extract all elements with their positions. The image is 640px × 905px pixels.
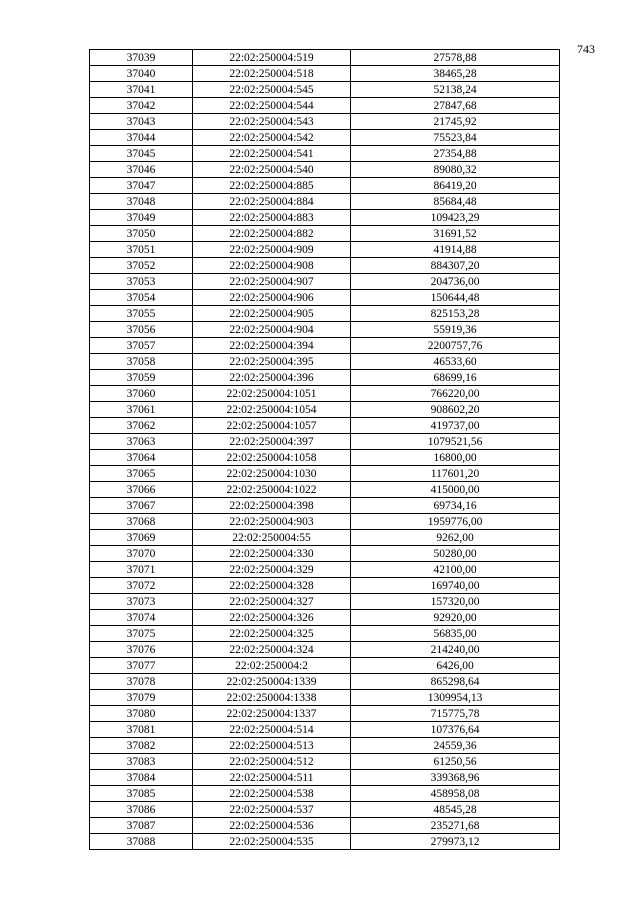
table-row (90, 722, 560, 738)
cadastral-table (89, 49, 560, 850)
value-cell: 48545,28 (351, 802, 560, 818)
row-number-cell: 37052 (90, 258, 193, 274)
cadastral-number-cell: 22:02:250004:1337 (193, 706, 351, 722)
table-row (90, 674, 560, 690)
value-cell: 169740,00 (351, 578, 560, 594)
table-row (90, 322, 560, 338)
row-number-cell: 37042 (90, 98, 193, 114)
cadastral-number-cell: 22:02:250004:512 (193, 754, 351, 770)
row-number-cell: 37062 (90, 418, 193, 434)
cadastral-number-cell: 22:02:250004:1022 (193, 482, 351, 498)
cadastral-number-cell: 22:02:250004:882 (193, 226, 351, 242)
cadastral-number-cell: 22:02:250004:2 (193, 658, 351, 674)
cadastral-number-cell: 22:02:250004:1058 (193, 450, 351, 466)
value-cell: 86419,20 (351, 178, 560, 194)
table-row (90, 386, 560, 402)
row-number-cell: 37057 (90, 338, 193, 354)
value-cell: 150644,48 (351, 290, 560, 306)
table-row (90, 594, 560, 610)
row-number-cell: 37039 (90, 50, 193, 66)
value-cell: 56835,00 (351, 626, 560, 642)
row-number-cell: 37043 (90, 114, 193, 130)
table-row (90, 130, 560, 146)
value-cell: 24559,36 (351, 738, 560, 754)
row-number-cell: 37081 (90, 722, 193, 738)
value-cell: 235271,68 (351, 818, 560, 834)
cadastral-number-cell: 22:02:250004:907 (193, 274, 351, 290)
cadastral-number-cell: 22:02:250004:1339 (193, 674, 351, 690)
row-number-cell: 37050 (90, 226, 193, 242)
cadastral-number-cell: 22:02:250004:885 (193, 178, 351, 194)
cadastral-number-cell: 22:02:250004:1057 (193, 418, 351, 434)
table-row (90, 50, 560, 66)
table-row (90, 642, 560, 658)
table-row (90, 770, 560, 786)
cadastral-number-cell: 22:02:250004:545 (193, 82, 351, 98)
cadastral-number-cell: 22:02:250004:543 (193, 114, 351, 130)
value-cell: 38465,28 (351, 66, 560, 82)
cadastral-number-cell: 22:02:250004:1051 (193, 386, 351, 402)
row-number-cell: 37071 (90, 562, 193, 578)
table-row (90, 242, 560, 258)
table-row (90, 818, 560, 834)
table-row (90, 434, 560, 450)
value-cell: 42100,00 (351, 562, 560, 578)
row-number-cell: 37063 (90, 434, 193, 450)
row-number-cell: 37055 (90, 306, 193, 322)
value-cell: 157320,00 (351, 594, 560, 610)
value-cell: 27354,88 (351, 146, 560, 162)
value-cell: 21745,92 (351, 114, 560, 130)
cadastral-number-cell: 22:02:250004:540 (193, 162, 351, 178)
table-row (90, 226, 560, 242)
cadastral-number-cell: 22:02:250004:904 (193, 322, 351, 338)
value-cell: 52138,24 (351, 82, 560, 98)
row-number-cell: 37048 (90, 194, 193, 210)
cadastral-number-cell: 22:02:250004:1030 (193, 466, 351, 482)
table-row (90, 546, 560, 562)
cadastral-number-cell: 22:02:250004:328 (193, 578, 351, 594)
row-number-cell: 37049 (90, 210, 193, 226)
cadastral-number-cell: 22:02:250004:536 (193, 818, 351, 834)
cadastral-number-cell: 22:02:250004:537 (193, 802, 351, 818)
row-number-cell: 37046 (90, 162, 193, 178)
cadastral-number-cell: 22:02:250004:394 (193, 338, 351, 354)
value-cell: 69734,16 (351, 498, 560, 514)
row-number-cell: 37073 (90, 594, 193, 610)
row-number-cell: 37065 (90, 466, 193, 482)
value-cell: 6426,00 (351, 658, 560, 674)
value-cell: 41914,88 (351, 242, 560, 258)
value-cell: 92920,00 (351, 610, 560, 626)
table-row (90, 146, 560, 162)
cadastral-number-cell: 22:02:250004:511 (193, 770, 351, 786)
table-row (90, 66, 560, 82)
row-number-cell: 37087 (90, 818, 193, 834)
row-number-cell: 37078 (90, 674, 193, 690)
table-row (90, 338, 560, 354)
table-row (90, 210, 560, 226)
cadastral-number-cell: 22:02:250004:909 (193, 242, 351, 258)
table-row (90, 354, 560, 370)
table-row (90, 306, 560, 322)
cadastral-number-cell: 22:02:250004:903 (193, 514, 351, 530)
value-cell: 27578,88 (351, 50, 560, 66)
table-row (90, 738, 560, 754)
cadastral-number-cell: 22:02:250004:883 (193, 210, 351, 226)
cadastral-number-cell: 22:02:250004:908 (193, 258, 351, 274)
row-number-cell: 37059 (90, 370, 193, 386)
cadastral-number-cell: 22:02:250004:1338 (193, 690, 351, 706)
table-row (90, 834, 560, 850)
value-cell: 55919,36 (351, 322, 560, 338)
cadastral-number-cell: 22:02:250004:325 (193, 626, 351, 642)
value-cell: 204736,00 (351, 274, 560, 290)
row-number-cell: 37041 (90, 82, 193, 98)
value-cell: 109423,29 (351, 210, 560, 226)
table-row (90, 178, 560, 194)
row-number-cell: 37053 (90, 274, 193, 290)
cadastral-number-cell: 22:02:250004:519 (193, 50, 351, 66)
value-cell: 68699,16 (351, 370, 560, 386)
table-row (90, 786, 560, 802)
value-cell: 117601,20 (351, 466, 560, 482)
cadastral-number-cell: 22:02:250004:324 (193, 642, 351, 658)
value-cell: 31691,52 (351, 226, 560, 242)
cadastral-number-cell: 22:02:250004:542 (193, 130, 351, 146)
table-row (90, 498, 560, 514)
row-number-cell: 37077 (90, 658, 193, 674)
value-cell: 865298,64 (351, 674, 560, 690)
row-number-cell: 37047 (90, 178, 193, 194)
row-number-cell: 37064 (90, 450, 193, 466)
row-number-cell: 37083 (90, 754, 193, 770)
table-row (90, 194, 560, 210)
table-row (90, 114, 560, 130)
row-number-cell: 37044 (90, 130, 193, 146)
cadastral-number-cell: 22:02:250004:327 (193, 594, 351, 610)
row-number-cell: 37080 (90, 706, 193, 722)
table-row (90, 530, 560, 546)
row-number-cell: 37082 (90, 738, 193, 754)
cadastral-number-cell: 22:02:250004:884 (193, 194, 351, 210)
table-row (90, 98, 560, 114)
table-row (90, 258, 560, 274)
cadastral-number-cell: 22:02:250004:535 (193, 834, 351, 850)
cadastral-number-cell: 22:02:250004:544 (193, 98, 351, 114)
row-number-cell: 37075 (90, 626, 193, 642)
cadastral-number-cell: 22:02:250004:518 (193, 66, 351, 82)
value-cell: 50280,00 (351, 546, 560, 562)
row-number-cell: 37051 (90, 242, 193, 258)
value-cell: 89080,32 (351, 162, 560, 178)
value-cell: 715775,78 (351, 706, 560, 722)
value-cell: 279973,12 (351, 834, 560, 850)
row-number-cell: 37056 (90, 322, 193, 338)
value-cell: 1309954,13 (351, 690, 560, 706)
value-cell: 766220,00 (351, 386, 560, 402)
table-row (90, 658, 560, 674)
table-row (90, 578, 560, 594)
table-row (90, 370, 560, 386)
row-number-cell: 37045 (90, 146, 193, 162)
row-number-cell: 37085 (90, 786, 193, 802)
row-number-cell: 37068 (90, 514, 193, 530)
cadastral-number-cell: 22:02:250004:538 (193, 786, 351, 802)
value-cell: 75523,84 (351, 130, 560, 146)
table-row (90, 754, 560, 770)
row-number-cell: 37067 (90, 498, 193, 514)
row-number-cell: 37060 (90, 386, 193, 402)
table-row (90, 162, 560, 178)
value-cell: 1959776,00 (351, 514, 560, 530)
cadastral-number-cell: 22:02:250004:905 (193, 306, 351, 322)
cadastral-number-cell: 22:02:250004:513 (193, 738, 351, 754)
table-row (90, 290, 560, 306)
value-cell: 214240,00 (351, 642, 560, 658)
table-row (90, 274, 560, 290)
value-cell: 908602,20 (351, 402, 560, 418)
value-cell: 16800,00 (351, 450, 560, 466)
value-cell: 61250,56 (351, 754, 560, 770)
value-cell: 107376,64 (351, 722, 560, 738)
table-row (90, 418, 560, 434)
row-number-cell: 37069 (90, 530, 193, 546)
value-cell: 46533,60 (351, 354, 560, 370)
row-number-cell: 37076 (90, 642, 193, 658)
cadastral-number-cell: 22:02:250004:541 (193, 146, 351, 162)
table-row (90, 626, 560, 642)
value-cell: 419737,00 (351, 418, 560, 434)
value-cell: 339368,96 (351, 770, 560, 786)
table-row (90, 482, 560, 498)
cadastral-number-cell: 22:02:250004:326 (193, 610, 351, 626)
value-cell: 458958,08 (351, 786, 560, 802)
row-number-cell: 37072 (90, 578, 193, 594)
value-cell: 9262,00 (351, 530, 560, 546)
table-row (90, 706, 560, 722)
table-row (90, 802, 560, 818)
row-number-cell: 37079 (90, 690, 193, 706)
table-row (90, 402, 560, 418)
cadastral-number-cell: 22:02:250004:330 (193, 546, 351, 562)
value-cell: 415000,00 (351, 482, 560, 498)
row-number-cell: 37066 (90, 482, 193, 498)
row-number-cell: 37074 (90, 610, 193, 626)
page-number: 743 (577, 42, 595, 56)
cadastral-number-cell: 22:02:250004:397 (193, 434, 351, 450)
cadastral-number-cell: 22:02:250004:514 (193, 722, 351, 738)
value-cell: 884307,20 (351, 258, 560, 274)
row-number-cell: 37061 (90, 402, 193, 418)
table-row (90, 690, 560, 706)
table-row (90, 450, 560, 466)
row-number-cell: 37070 (90, 546, 193, 562)
table-row (90, 82, 560, 98)
row-number-cell: 37040 (90, 66, 193, 82)
table-row (90, 610, 560, 626)
cadastral-number-cell: 22:02:250004:1054 (193, 402, 351, 418)
cadastral-number-cell: 22:02:250004:396 (193, 370, 351, 386)
value-cell: 1079521,56 (351, 434, 560, 450)
table-row (90, 514, 560, 530)
row-number-cell: 37086 (90, 802, 193, 818)
value-cell: 2200757,76 (351, 338, 560, 354)
value-cell: 85684,48 (351, 194, 560, 210)
cadastral-number-cell: 22:02:250004:398 (193, 498, 351, 514)
row-number-cell: 37084 (90, 770, 193, 786)
row-number-cell: 37088 (90, 834, 193, 850)
cadastral-number-cell: 22:02:250004:395 (193, 354, 351, 370)
cadastral-number-cell: 22:02:250004:906 (193, 290, 351, 306)
row-number-cell: 37058 (90, 354, 193, 370)
table-body (90, 50, 560, 850)
value-cell: 825153,28 (351, 306, 560, 322)
row-number-cell: 37054 (90, 290, 193, 306)
cadastral-number-cell: 22:02:250004:55 (193, 530, 351, 546)
table-row (90, 466, 560, 482)
value-cell: 27847,68 (351, 98, 560, 114)
table-row (90, 562, 560, 578)
cadastral-number-cell: 22:02:250004:329 (193, 562, 351, 578)
